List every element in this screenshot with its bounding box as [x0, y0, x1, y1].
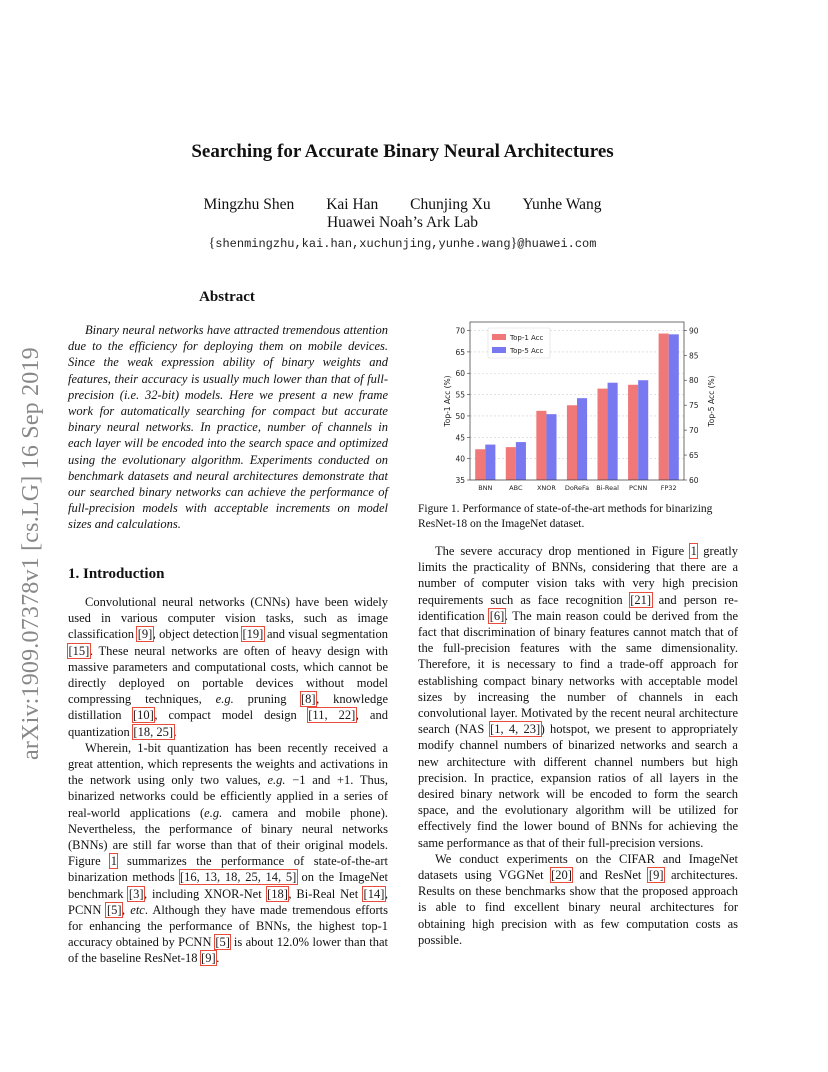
y2-tick-label: 60	[689, 476, 699, 485]
citation-link[interactable]: [5]	[215, 935, 230, 950]
y2-tick-label: 75	[689, 401, 699, 411]
citation-link[interactable]: [11, 22]	[308, 708, 356, 723]
bar-top5	[577, 398, 587, 480]
author: Mingzhu Shen	[203, 196, 295, 213]
citation-link[interactable]: [20]	[551, 868, 572, 883]
citation-link[interactable]: [10]	[133, 708, 154, 723]
citation-link[interactable]: [16, 13, 18, 25, 14, 5]	[180, 870, 297, 885]
bar-top1	[567, 405, 577, 480]
arxiv-identifier-text: arXiv:1909.07378v1 [cs.LG] 16 Sep 2019	[18, 347, 44, 760]
left-column-body	[68, 594, 388, 967]
y-tick-label: 35	[455, 476, 465, 485]
y-tick-label: 40	[455, 454, 465, 464]
author: Chunjing Xu	[410, 196, 491, 213]
bar-top1	[628, 385, 638, 480]
y2-tick-label: 80	[689, 376, 699, 386]
bar-top1	[659, 334, 669, 480]
y-tick-label: 60	[455, 369, 465, 379]
y-tick-label: 55	[455, 390, 465, 400]
author-emails: {shenmingzhu,kai.han,xuchunjing,yunhe.wang}@huawei.com	[208, 236, 597, 251]
bar-top5	[608, 383, 618, 480]
bar-top1	[536, 411, 546, 480]
y-axis-label: Top-1 Acc (%)	[443, 375, 452, 427]
citation-link[interactable]: [15]	[68, 643, 90, 658]
y2-axis-label: Top-5 Acc (%)	[707, 375, 716, 427]
y2-tick-label: 90	[689, 326, 699, 336]
x-tick-label: ABC	[509, 484, 523, 492]
paper-title: Searching for Accurate Binary Neural Architectures	[191, 141, 614, 162]
legend-label: Top-1 Acc	[510, 334, 544, 342]
citation-link[interactable]: [18, 25]	[133, 724, 173, 739]
bar-top5	[516, 442, 526, 480]
email-names: shenmingzhu,kai.han,xuchunjing,yunhe.wang	[215, 237, 511, 251]
bar-top5	[546, 414, 556, 480]
intro-paragraph-4: We conduct experiments on the CIFAR and ImageNet datasets using VGGNet [20] and ResNet [9] architectures. Results on these benchmarks show that the proposed approach is able to find excellent binary neural architectures for obtaining high precision with as few computation costs as possible.	[418, 851, 738, 947]
bar-top5	[638, 380, 648, 480]
citation-link[interactable]: [14]	[363, 886, 385, 901]
abstract-text: Binary neural networks have attracted tremendous attention due to the efficiency for deploying them on mobile devices. Since the weak expression ability of binary weights and features, their accuracy is usually much lower than that of full-precision (i.e. 32-bit) models. Here we present a new frame work for automatically searching for compact but accurate binary neural networks. In practice, number of channels in each layer will be encoded into the search space and optimized using the evolutionary algorithm. Experiments conducted on benchmark datasets and neural architectures demonstrate that our searched binary networks can achieve the performance of full-precision models with acceptable increments on model sizes and calculations.	[68, 323, 388, 532]
y2-tick-label: 70	[689, 426, 699, 436]
citation-link[interactable]: [5]	[106, 902, 122, 917]
legend-label: Top-5 Acc	[510, 347, 544, 355]
bar-chart	[436, 316, 736, 498]
citation-link[interactable]: [3]	[128, 886, 144, 901]
bar-top1	[506, 447, 516, 480]
citation-link[interactable]: [8]	[301, 692, 316, 707]
x-tick-label: XNOR	[536, 484, 556, 492]
author: Yunhe Wang	[522, 196, 602, 213]
citation-link[interactable]: [9]	[137, 627, 153, 642]
y-tick-label: 45	[455, 433, 465, 443]
x-tick-label: DoReFa	[564, 484, 590, 492]
email-domain: @huawei.com	[517, 237, 597, 251]
citation-link[interactable]: [1, 4, 23]	[490, 722, 541, 737]
citation-link[interactable]: [19]	[242, 627, 264, 642]
intro-paragraph-3: The severe accuracy drop mentioned in Figure 1 greatly limits the practicality of BNNs, considering that there are a number of computer vision taks with very high precision requirements such as face recognition [21] and person re-identification [6]. The main reason could be derived from the fact that discrimination of binary features cannot match that of the full-precision features with the same dimensionality. Therefore, it is necessary to find a trade-off approach for establishing compact binary networks with acceptable model sizes by increasing the number of channels in each convolutional layer. Motivated by the recent neural architecture search (NAS [1, 4, 23]) hotspot, we present to appropriately modify channel numbers of binarized networks and search a new architecture with different channel numbers but high precision. In practice, expansion ratios of all layers in the desired binary network will be encoded to form the search space, and the evolutionary algorithm will be utilized for effectively find the lower bound of BNNs for achieving the same performance as that of their full-precision versions.	[418, 544, 739, 850]
intro-paragraph-2: Wherein, 1-bit quantization has been recently received a great attention, which represents the weights and activations in the network using only two values, e.g. −1 and +1. Thus, binarized networks could be efficiently applied in a series of real-world applications (e.g. camera and mobile phone). Nevertheless, the performance of binary neural networks (BNNs) are still far worse than that of their original models. Figure 1 summarizes the performance of state-of-the-art binarization methods [16, 13, 18, 25, 14, 5] on the ImageNet benchmark [3], including XNOR-Net [18], Bi-Real Net [14], PCNN [5], etc. Although they have made tremendous efforts for enhancing the performance of BNNs, the highest top-1 accuracy obtained by PCNN [5] is about 12.0% lower than that of the baseline ResNet-18 [9].	[68, 740, 389, 966]
bar-top1	[475, 449, 485, 480]
figure-link[interactable]: 1	[110, 854, 117, 869]
citation-link[interactable]: [6]	[489, 608, 505, 623]
citation-link[interactable]: [9]	[648, 868, 664, 883]
figure-1-caption: Figure 1. Performance of state-of-the-art methods for binarizing ResNet-18 on the ImageNet dataset.	[418, 503, 713, 530]
right-column-body	[418, 543, 738, 948]
section-heading-introduction: 1. Introduction	[68, 566, 165, 582]
y-tick-label: 65	[455, 347, 465, 357]
bar-top1	[597, 389, 607, 480]
legend-swatch	[492, 334, 506, 340]
figure-1-chart	[436, 316, 736, 498]
citation-link[interactable]: [21]	[630, 592, 652, 607]
y-tick-label: 70	[455, 326, 465, 336]
y2-tick-label: 65	[689, 451, 699, 461]
citation-link[interactable]: [9]	[201, 951, 216, 966]
intro-paragraph-1: Convolutional neural networks (CNNs) have been widely used in various computer vision tasks, such as image classification [9], object detection [19] and visual segmentation [15]. These neural networks are often of heavy design with massive parameters and computational costs, which cannot be directly deployed on portable devices without model compressing techniques, e.g. pruning [8], knowledge distillation [10], compact model design [11, 22], and quantization [18, 25].	[68, 595, 389, 739]
bar-top5	[485, 445, 495, 480]
y-tick-label: 50	[455, 411, 465, 421]
x-tick-label: Bi-Real	[596, 484, 619, 492]
bar-top5	[669, 334, 679, 480]
figure-link[interactable]: 1	[690, 544, 697, 558]
legend-swatch	[492, 347, 506, 353]
citation-link[interactable]: [18]	[267, 886, 288, 901]
y2-tick-label: 85	[689, 351, 699, 361]
arxiv-identifier	[18, 290, 58, 760]
x-tick-label: PCNN	[629, 484, 648, 492]
x-tick-label: FP32	[660, 484, 677, 492]
affiliation: Huawei Noah’s Ark Lab	[326, 214, 479, 231]
abstract-heading: Abstract	[199, 289, 255, 305]
author: Kai Han	[326, 196, 379, 213]
author-list	[0, 196, 805, 214]
x-tick-label: BNN	[478, 484, 493, 492]
